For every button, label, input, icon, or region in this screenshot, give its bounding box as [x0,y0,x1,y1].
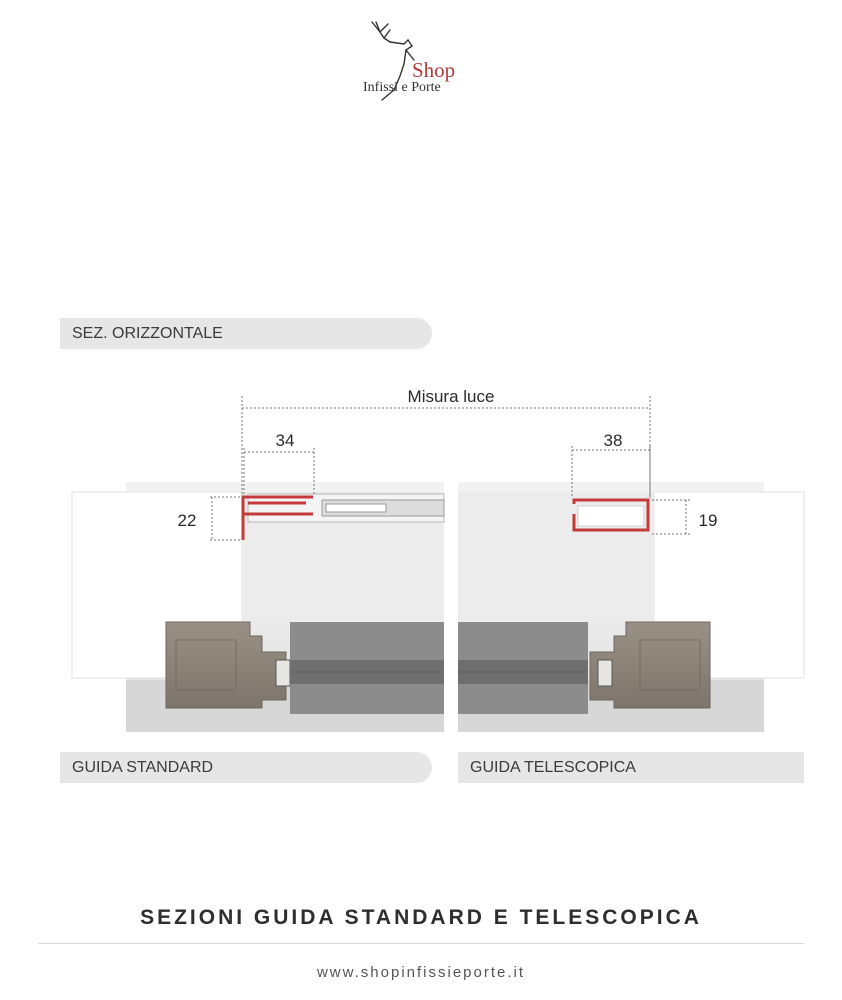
standard-guide-label [60,752,432,783]
divider [38,943,804,944]
brand-name: Shop [412,58,456,82]
telescopic-guide-label [458,752,804,783]
standard-height-label: 22 [177,511,197,530]
standard-guide-label-text: GUIDA STANDARD [72,758,214,776]
page-title: SEZIONI GUIDA STANDARD E TELESCOPICA [140,906,702,929]
brand-tagline: Infissi e Porte [363,80,441,95]
telescopic-height-label: 19 [698,511,718,530]
span-dimension-label: Misura luce [407,387,495,406]
standard-width-label: 34 [275,431,295,450]
section-label-text: SEZ. ORIZZONTALE [72,324,223,342]
section-label [60,318,432,349]
telescopic-guide-label-text: GUIDA TELESCOPICA [470,758,636,776]
left-wall-section [72,482,444,732]
cross-section-diagram [0,380,842,740]
telescopic-width-label: 38 [603,431,623,450]
website-url[interactable]: www.shopinfissieporte.it [316,964,526,981]
right-wall-section [458,482,804,732]
